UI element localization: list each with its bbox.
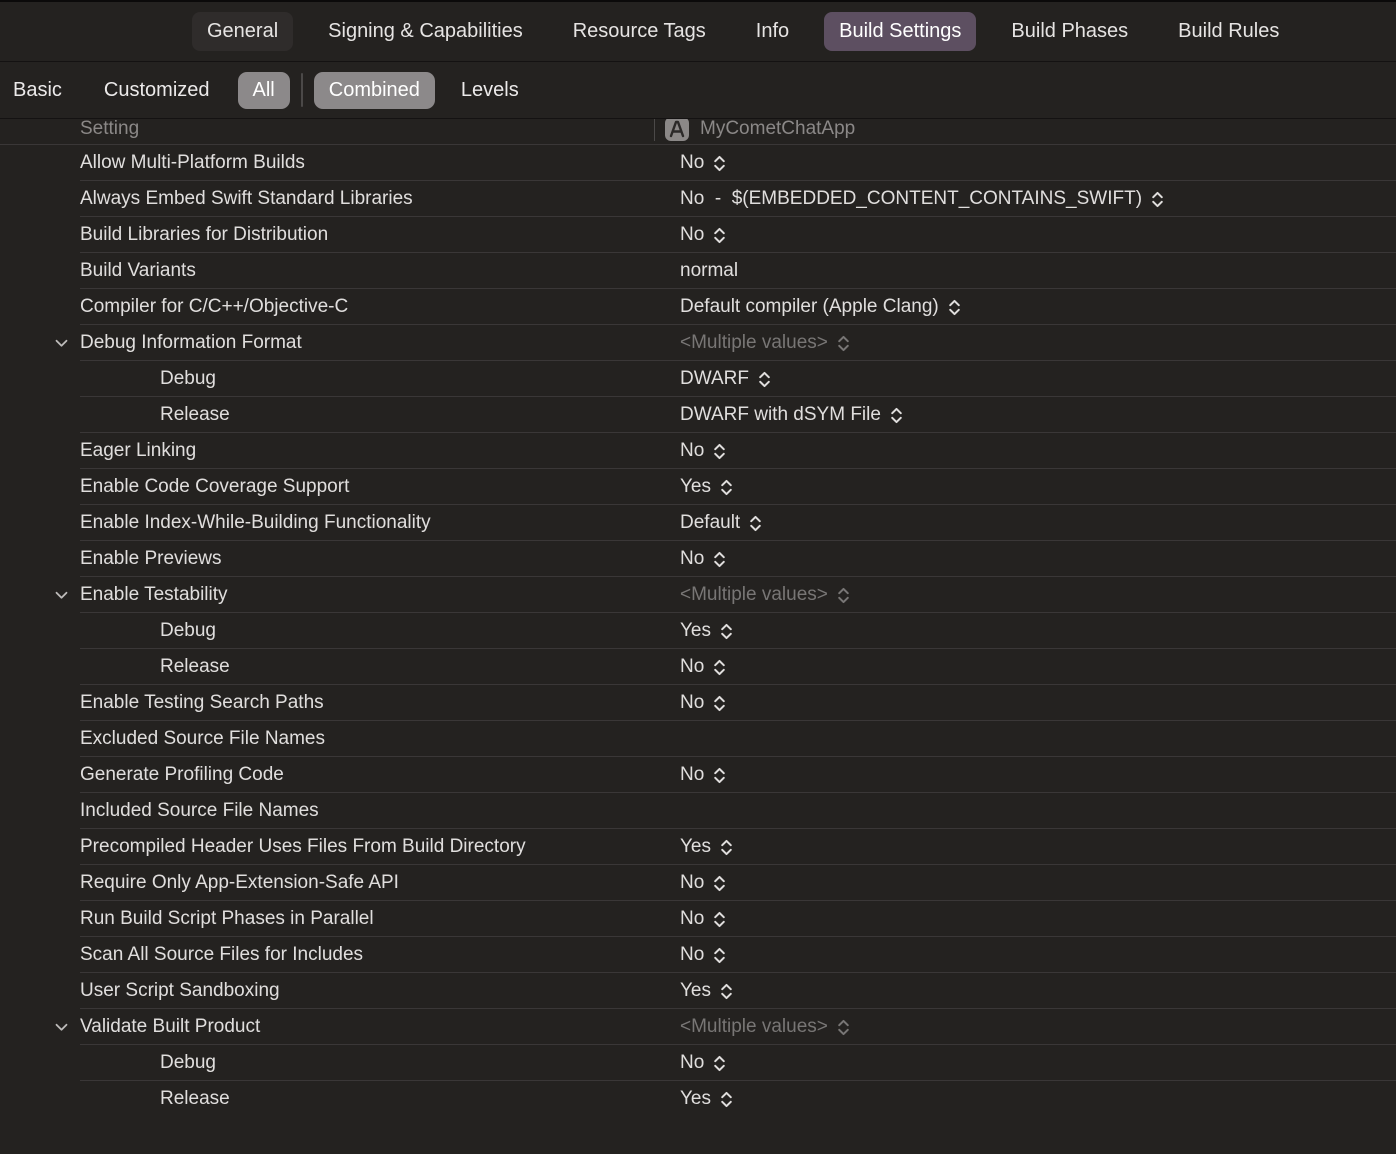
stepper-updown-icon[interactable] — [713, 1054, 726, 1073]
filter-all[interactable]: All — [238, 72, 290, 109]
setting-value-control[interactable] — [680, 692, 726, 714]
setting-value-control[interactable] — [680, 656, 726, 678]
setting-value: <Multiple values> — [680, 1016, 828, 1037]
table-row[interactable] — [0, 325, 1396, 361]
setting-value: Yes — [680, 620, 711, 641]
stepper-updown-icon[interactable] — [713, 910, 726, 929]
setting-value-control[interactable] — [680, 332, 850, 354]
settings-table-body — [0, 145, 1396, 1117]
setting-value-control[interactable] — [680, 980, 733, 1002]
column-header-target[interactable] — [664, 119, 855, 142]
filter-group-divider — [301, 73, 303, 107]
stepper-updown-icon[interactable] — [720, 1090, 733, 1109]
stepper-updown-icon[interactable] — [713, 766, 726, 785]
table-row[interactable] — [0, 253, 1396, 289]
setting-value: No — [680, 656, 705, 677]
setting-label: Build Libraries for Distribution — [80, 224, 329, 245]
table-row[interactable] — [0, 181, 1396, 217]
stepper-updown-icon[interactable] — [720, 838, 733, 857]
setting-label: Require Only App-Extension-Safe API — [80, 872, 399, 893]
setting-value: No — [680, 548, 705, 569]
stepper-updown-icon[interactable] — [713, 874, 726, 893]
setting-value-control[interactable] — [680, 836, 733, 858]
disclosure-chevron-down-icon[interactable] — [53, 587, 70, 604]
tab-build-phases[interactable]: Build Phases — [1011, 20, 1129, 42]
setting-label: Included Source File Names — [80, 800, 319, 821]
setting-label: Enable Testability — [80, 584, 228, 605]
setting-value-control[interactable] — [680, 404, 903, 426]
table-row[interactable] — [0, 217, 1396, 253]
table-row[interactable] — [0, 397, 1396, 433]
disclosure-chevron-down-icon[interactable] — [53, 1019, 70, 1036]
setting-value: DWARF with dSYM File — [680, 404, 881, 425]
setting-value-control[interactable] — [680, 152, 726, 174]
table-row[interactable] — [0, 505, 1396, 541]
build-settings-filter-bar — [0, 62, 1396, 119]
setting-label: Debug — [160, 368, 216, 389]
setting-label: Scan All Source Files for Includes — [80, 944, 364, 965]
stepper-updown-icon[interactable] — [837, 334, 850, 353]
setting-value-control[interactable] — [680, 764, 726, 786]
setting-value: No — [680, 872, 705, 893]
setting-value: No — [680, 764, 705, 785]
setting-label: Debug — [160, 1052, 216, 1073]
setting-label: Release — [160, 404, 230, 425]
setting-value: <Multiple values> — [680, 332, 828, 353]
tab-info[interactable]: Info — [755, 20, 790, 42]
setting-value-control[interactable] — [680, 260, 738, 282]
tab-resource-tags[interactable]: Resource Tags — [572, 20, 706, 42]
setting-label: Compiler for C/C++/Objective-C — [80, 296, 349, 317]
stepper-updown-icon[interactable] — [948, 298, 961, 317]
table-row[interactable] — [0, 469, 1396, 505]
stepper-updown-icon[interactable] — [713, 694, 726, 713]
setting-label: Eager Linking — [80, 440, 197, 461]
table-row[interactable] — [0, 901, 1396, 937]
column-divider — [654, 119, 655, 141]
setting-label: Run Build Script Phases in Parallel — [80, 908, 374, 929]
setting-label: Build Variants — [80, 260, 196, 281]
table-row[interactable] — [0, 1009, 1396, 1045]
setting-value: No — [680, 944, 705, 965]
stepper-updown-icon[interactable] — [713, 226, 726, 245]
filter-basic[interactable]: Basic — [13, 78, 62, 101]
setting-label: Enable Testing Search Paths — [80, 692, 324, 713]
setting-value-control[interactable] — [680, 944, 726, 966]
column-header-target-label: MyCometChatApp — [700, 119, 856, 139]
tab-signing-capabilities[interactable]: Signing & Capabilities — [328, 20, 523, 42]
table-row[interactable] — [0, 541, 1396, 577]
stepper-updown-icon[interactable] — [758, 370, 771, 389]
filter-combined[interactable]: Combined — [314, 72, 435, 109]
column-header-setting: Setting — [80, 119, 140, 139]
setting-value-control[interactable] — [680, 584, 850, 606]
setting-value-control[interactable] — [680, 440, 726, 462]
build-settings-table — [0, 119, 1396, 1117]
table-header — [0, 119, 1396, 145]
table-row[interactable] — [0, 757, 1396, 793]
setting-label: Allow Multi-Platform Builds — [80, 152, 305, 173]
table-row[interactable] — [0, 433, 1396, 469]
table-row[interactable] — [0, 649, 1396, 685]
stepper-updown-icon[interactable] — [1151, 190, 1164, 209]
setting-label: Always Embed Swift Standard Libraries — [80, 188, 413, 209]
setting-value: DWARF — [680, 368, 749, 389]
app-target-icon — [664, 119, 690, 142]
setting-value: Default — [680, 512, 741, 533]
setting-label: Enable Code Coverage Support — [80, 476, 350, 497]
setting-value: normal — [680, 260, 739, 281]
setting-label: Debug — [160, 620, 216, 641]
setting-label: Release — [160, 1088, 230, 1109]
setting-value: Yes — [680, 836, 711, 857]
setting-value-control[interactable] — [680, 188, 1164, 210]
setting-label: Debug Information Format — [80, 332, 302, 353]
tab-general[interactable]: General — [192, 12, 293, 51]
setting-value-control[interactable] — [680, 224, 726, 246]
setting-value: No — [680, 692, 705, 713]
setting-value-control[interactable] — [680, 512, 762, 534]
target-editor-tab-bar — [0, 2, 1396, 62]
setting-label: Excluded Source File Names — [80, 728, 325, 749]
setting-value-control[interactable] — [680, 476, 733, 498]
setting-label: Generate Profiling Code — [80, 764, 284, 785]
tab-build-rules[interactable]: Build Rules — [1178, 20, 1280, 42]
table-row[interactable] — [0, 937, 1396, 973]
table-row[interactable] — [0, 613, 1396, 649]
table-row[interactable] — [0, 577, 1396, 613]
setting-label: Enable Previews — [80, 548, 222, 569]
setting-value: Default compiler (Apple Clang) — [680, 296, 939, 317]
tab-build-settings[interactable]: Build Settings — [824, 12, 976, 51]
stepper-updown-icon[interactable] — [713, 658, 726, 677]
table-row[interactable] — [0, 973, 1396, 1009]
setting-label: Enable Index-While-Building Functionality — [80, 512, 431, 533]
table-row[interactable] — [0, 1081, 1396, 1117]
setting-value: No — [680, 440, 705, 461]
setting-value-control[interactable] — [680, 1088, 733, 1110]
setting-value: No — [680, 152, 705, 173]
setting-label: Precompiled Header Uses Files From Build Directory — [80, 836, 526, 857]
stepper-updown-icon[interactable] — [720, 622, 733, 641]
stepper-updown-icon[interactable] — [720, 478, 733, 497]
setting-value-control[interactable] — [680, 548, 726, 570]
setting-value: No - $(EMBEDDED_CONTENT_CONTAINS_SWIFT) — [680, 188, 1143, 209]
setting-label: User Script Sandboxing — [80, 980, 280, 1001]
table-row[interactable] — [0, 865, 1396, 901]
setting-value-control[interactable] — [680, 872, 726, 894]
setting-value: No — [680, 1052, 705, 1073]
setting-value-control[interactable] — [680, 1016, 850, 1038]
setting-value: Yes — [680, 476, 711, 497]
stepper-updown-icon[interactable] — [720, 982, 733, 1001]
stepper-updown-icon[interactable] — [713, 154, 726, 173]
setting-value-control[interactable] — [680, 1052, 726, 1074]
stepper-updown-icon[interactable] — [837, 1018, 850, 1037]
setting-label: Release — [160, 656, 230, 677]
table-row[interactable] — [0, 1045, 1396, 1081]
filter-levels[interactable]: Levels — [460, 78, 519, 101]
setting-value: No — [680, 224, 705, 245]
stepper-updown-icon[interactable] — [713, 442, 726, 461]
stepper-updown-icon[interactable] — [890, 406, 903, 425]
stepper-updown-icon[interactable] — [713, 550, 726, 569]
setting-value-control[interactable] — [680, 908, 726, 930]
setting-value-control[interactable] — [680, 368, 771, 390]
setting-value-control[interactable] — [680, 296, 961, 318]
setting-value: <Multiple values> — [680, 584, 828, 605]
setting-label: Validate Built Product — [80, 1016, 261, 1037]
setting-value: Yes — [680, 980, 711, 1001]
stepper-updown-icon[interactable] — [713, 946, 726, 965]
table-row[interactable] — [0, 793, 1396, 829]
filter-customized[interactable]: Customized — [103, 78, 210, 101]
table-row[interactable] — [0, 361, 1396, 397]
setting-value-control[interactable] — [680, 620, 733, 642]
table-row[interactable] — [0, 289, 1396, 325]
stepper-updown-icon[interactable] — [837, 586, 850, 605]
table-row[interactable] — [0, 685, 1396, 721]
table-row[interactable] — [0, 721, 1396, 757]
setting-value: Yes — [680, 1088, 711, 1109]
stepper-updown-icon[interactable] — [749, 514, 762, 533]
table-row[interactable] — [0, 145, 1396, 181]
table-row[interactable] — [0, 829, 1396, 865]
setting-value: No — [680, 908, 705, 929]
disclosure-chevron-down-icon[interactable] — [53, 335, 70, 352]
